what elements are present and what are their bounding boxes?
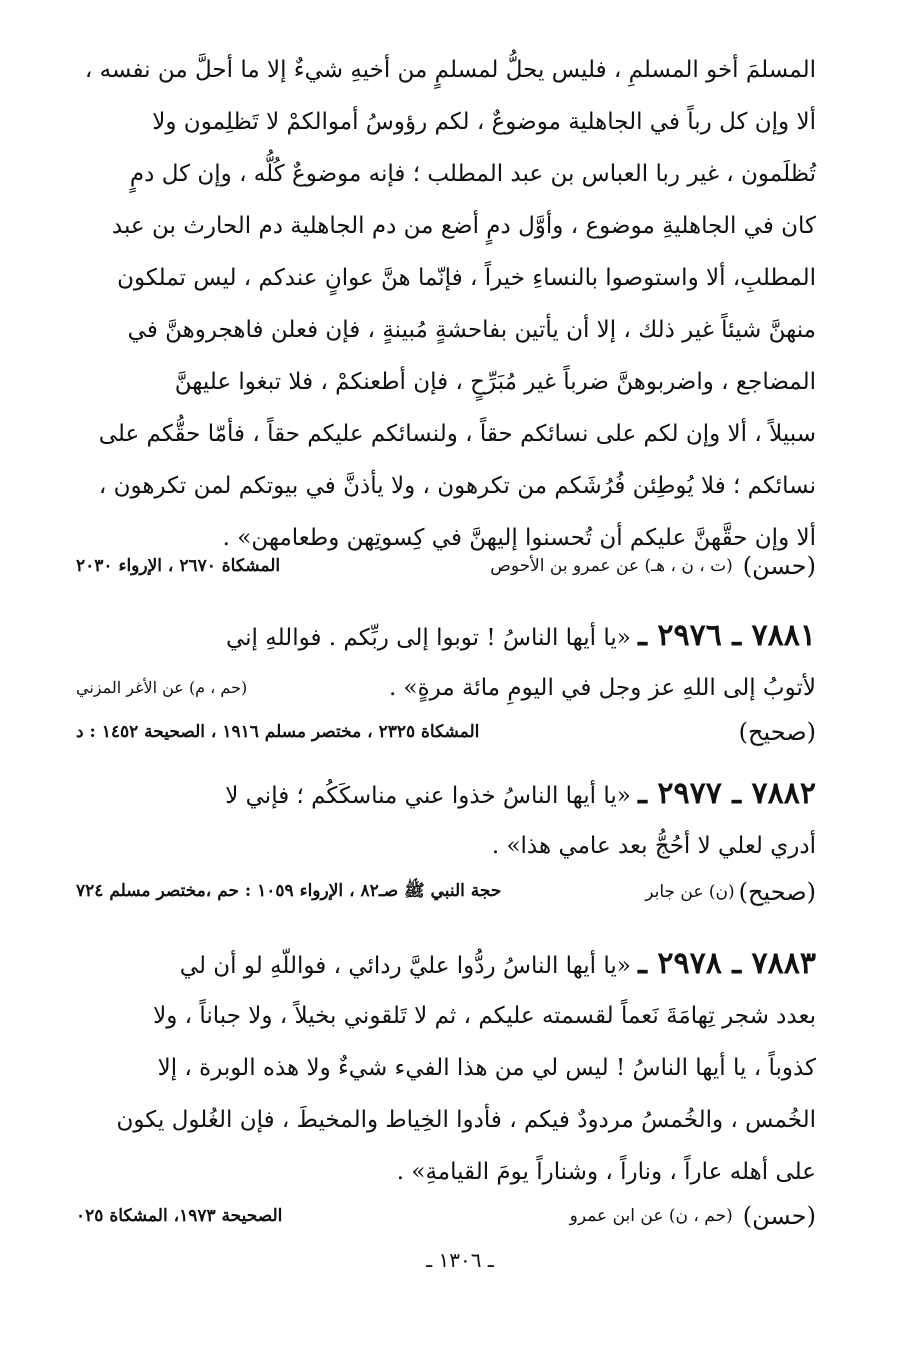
hadith-7883-text (76, 938, 816, 1198)
grade-label: (صحيح) (738, 718, 816, 746)
references: حجة النبي ﷺ صـ٨٢ ، الإرواء ١٠٥٩ : حم ،مختصر مسلم ٧٢٤ (76, 880, 502, 901)
hadith-number: ٧٨٨٢ ـ ٢٩٧٧ ـ (638, 776, 816, 811)
page-number: ـ ١٣٠٦ ـ (426, 1248, 494, 1272)
attribution: (ن) عن جابر (645, 882, 735, 902)
hadith-7882-text (76, 768, 816, 872)
references: الصحيحة ١٩٧٣، المشكاة ٠٢٥ (76, 1206, 283, 1226)
text-line (76, 768, 816, 820)
hadith-7880-text (76, 44, 816, 564)
text-line (76, 662, 816, 714)
hadith-7880-source (76, 546, 816, 586)
text-segment: لأتوبُ إلى اللهِ عز وجل في اليومِ مائة مرةٍ» . (388, 675, 816, 701)
hadith-7883-source (76, 1196, 816, 1236)
hadith-number: ٧٨٨١ ـ ٢٩٧٦ ـ (638, 618, 816, 653)
hadith-7881-source (76, 712, 816, 752)
text-segment: «يا أيها الناسُ ! توبوا إلى ربِّكم . فواللهِ إني (225, 625, 631, 651)
grade-label: (حسن) (742, 1202, 816, 1230)
text-line: المسلمَ أخو المسلمِ ، فليس يحلُّ لمسلمٍ من أخيهِ شيءٌ إلا ما أحلَّ من نفسه ، (84, 57, 816, 83)
text-line: على أهله عاراً ، وناراً ، وشناراً يومَ القيامةِ» . (396, 1159, 816, 1185)
text-line: ألا وإن حقَّهنَّ عليكم أن تُحسنوا إليهنَّ في كِسوتِهن وطعامهن» . (222, 525, 816, 551)
attribution: (حم ، م) عن الأغر المزني (76, 678, 248, 697)
hadith-number: ٧٨٨٣ ـ ٢٩٧٨ ـ (638, 946, 816, 981)
text-line: منهنَّ شيئاً غير ذلك ، إلا أن يأتين بفاحشةٍ مُبينةٍ ، فإن فعلن فاهجروهنَّ في (127, 317, 816, 343)
text-line: نسائكم ؛ فلا يُوطِئن فُرُشَكم من تكرهون ، ولا يأذنَّ في بيوتكم لمن تكرهون ، (98, 473, 816, 499)
references: المشكاة ٢٦٧٠ ، الإرواء ٢٠٣٠ (76, 556, 281, 576)
text-line: كذوباً ، يا أيها الناسُ ! ليس لي من هذا الفيء شيءٌ ولا هذه الوبرة ، إلا (157, 1055, 816, 1081)
attribution: (ت ، ن ، هـ) عن عمرو بن الأحوص (490, 556, 733, 576)
text-line: المضاجع ، واضربوهنَّ ضرباً غير مُبَرِّحٍ ، فإن أطعنكمْ ، فلا تبغوا عليهنَّ (174, 369, 816, 395)
grade-label: (صحيح) (738, 878, 816, 906)
text-segment: «يا أيها الناسُ ردُّوا عليَّ ردائي ، فواللّهِ لو أن لي (179, 953, 631, 979)
attribution: (حم ، ن) عن ابن عمرو (569, 1206, 733, 1226)
text-line (76, 610, 816, 662)
text-line: أدري لعلي لا أحُجُّ بعد عامي هذا» . (491, 833, 816, 859)
text-segment: «يا أيها الناسُ خذوا عني مناسكَكُم ؛ فإني لا (225, 783, 631, 809)
text-line: تُظلَمون ، غير ربا العباس بن عبد المطلب ؛ فإنه موضوعٌ كُلُّه ، وإن كل دمٍ (129, 161, 816, 187)
references: المشكاة ٢٣٢٥ ، مختصر مسلم ١٩١٦ ، الصحيحة ١٤٥٢ : د (76, 722, 480, 742)
grade-label: (حسن) (742, 552, 816, 580)
text-line: الخُمس ، والخُمسُ مردودٌ فيكم ، فأدوا الخِياط والمخيطَ ، فإن الغُلول يكون (116, 1107, 816, 1133)
hadith-7881-text (76, 610, 816, 714)
hadith-7882-source (76, 872, 816, 912)
text-line: سبيلاً ، ألا وإن لكم على نسائكم حقاً ، ولنسائكم عليكم حقاً ، فأمّا حقُّكم على (98, 421, 816, 447)
text-line: كان في الجاهليةِ موضوع ، وأوَّل دمٍ أضع من دم الجاهلية دم الحارث بن عبد (111, 213, 816, 239)
text-line: بعدد شجر تِهامَةَ نَعماً لقسمته عليكم ، ثم لا تَلقوني بخيلاً ، ولا جباناً ، ولا (153, 1003, 816, 1029)
text-line (76, 938, 816, 990)
text-line: المطلبِ، ألا واستوصوا بالنساءِ خيراً ، فإنّما هنَّ عوانٍ عندكم ، ليس تملكون (117, 265, 816, 291)
text-line: ألا وإن كل رباً في الجاهلية موضوعٌ ، لكم رؤوسُ أموالكمْ لا تَظلِمون ولا (152, 109, 816, 135)
